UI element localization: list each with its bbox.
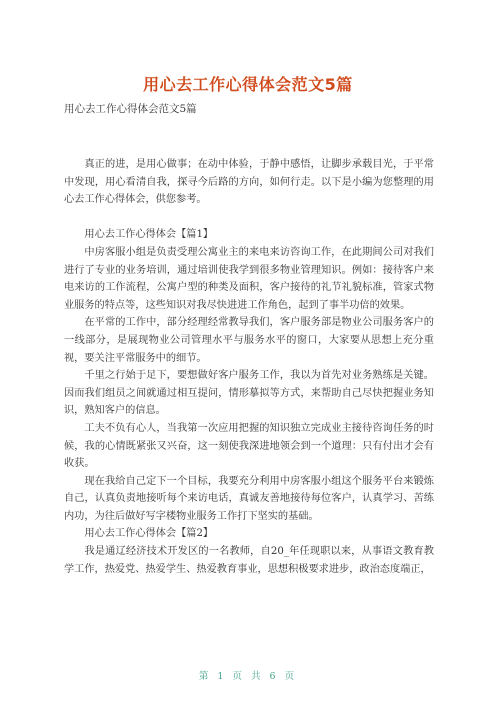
document-body bbox=[64, 156, 434, 578]
body-paragraph: 千里之行始于足下，要想做好客户服务工作，我以为首先对业务熟练是关键。因而我们组员之间就通过相互提问，情形摹拟等方式，来帮助自己尽快把握业务知识，熟知客户的信息。 bbox=[64, 370, 434, 417]
intro-paragraph: 真正的进，是用心做事；在动中体验，于静中感悟，让脚步承载目光，于平常中发现，用心看清自我，探寻今后路的方向，如何行走。以下是小编为您整理的用心去工作心得体会，供您参考。 bbox=[64, 159, 434, 206]
page-indicator: 第 1 页 共 6 页 bbox=[198, 671, 298, 682]
document-title: 用心去工作心得体会范文5篇 bbox=[143, 75, 353, 94]
body-paragraph: 中房客服小组是负责受理公寓业主的来电来访咨询工作，在此期间公司对我们进行了专业的业务培训，通过培训使我学到很多物业管理知识。例如：接待客户来电来访的工作流程，公寓户型的种类及面积，客户接待的礼节礼貌标准，管家式物业服务的特点等，这些知识对我尽快进进工作角色，起到了事半功倍的效果。 bbox=[64, 246, 434, 311]
section-heading: 用心去工作心得体会【篇1】 bbox=[84, 229, 214, 241]
body-paragraph: 工夫不负有心人，当我第一次应用把握的知识独立完成业主接待咨询任务的时候，我的心情既紧张又兴奋，这一刻使我深进地领会到一个道理：只有付出才会有收获。 bbox=[64, 422, 434, 470]
body-paragraph: 在平常的工作中，部分经理经常教导我们，客户服务部是物业公司服务客户的一线部分，是展现物业公司管理水平与服务水平的窗口，大家要从思想上充分重视，要关注平常服务中的细节。 bbox=[64, 317, 434, 364]
body-paragraph: 现在我给自己定下一个目标，我要充分利用中房客服小组这个服务平台来锻炼自己，认真负责地接听每个来访电话，真诚友善地接待每位客户，认真学习、苦练内功，为往后做好写字楼物业服务工作打下坚实的基础。 bbox=[64, 475, 434, 522]
section-heading: 用心去工作心得体会【篇2】 bbox=[84, 528, 214, 540]
body-paragraph: 我是通辽经济技术开发区的一名教师，自20_年任现职以来，从事语文教育教学工作，热爱党、热爱学生、热爱教育事业，思想积极要求进步，政治态度端正， bbox=[64, 546, 434, 575]
document-subtitle: 用心去工作心得体会范文5篇 bbox=[64, 103, 197, 115]
